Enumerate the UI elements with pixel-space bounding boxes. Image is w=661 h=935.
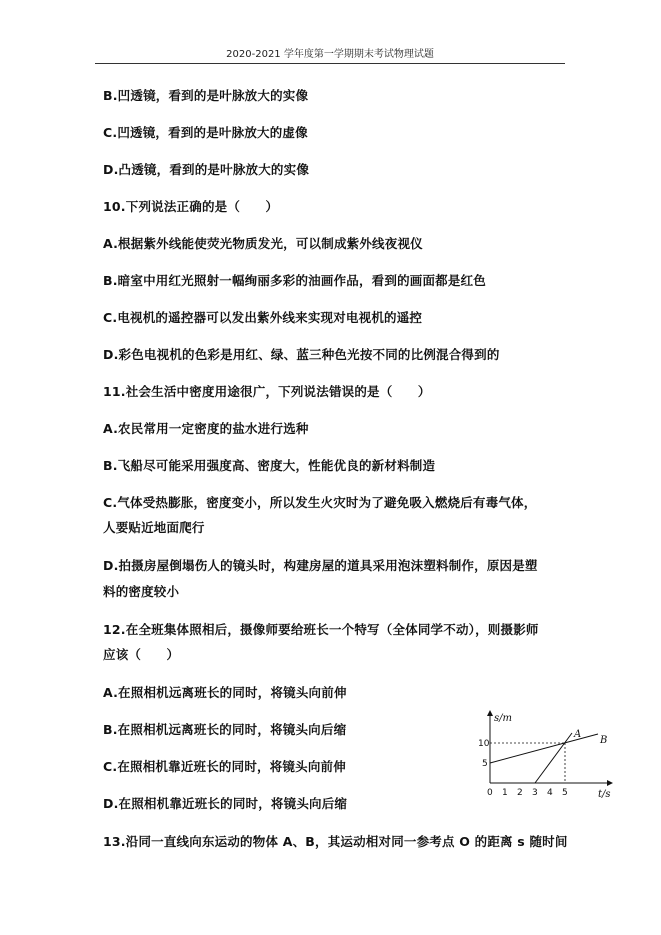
option-b-q12: B.在照相机远离班长的同时，将镜头向后缩 [103, 722, 347, 737]
option-c-q12: C.在照相机靠近班长的同时，将镜头向前伸 [103, 759, 346, 774]
line-b [490, 734, 598, 763]
option-c-q11: C.气体受热膨胀，密度变小，所以发生火灾时为了避免吸入燃烧后有毒气体， [103, 495, 537, 510]
question-12: 12.在全班集体照相后，摄像师要给班长一个特写（全体同学不动），则摄影师 [103, 622, 539, 637]
option-c-q10: C.电视机的遥控器可以发出紫外线来实现对电视机的遥控 [103, 310, 423, 325]
y-axis-label: s/m [494, 713, 512, 724]
y-tick-5: 5 [482, 759, 488, 769]
x-tick-1: 1 [502, 788, 508, 798]
option-a-q10: A.根据紫外线能使荧光物质发光，可以制成紫外线夜视仪 [103, 236, 423, 251]
option-d-q12: D.在照相机靠近班长的同时，将镜头向后缩 [103, 796, 348, 811]
option-b-q9: B.凹透镜，看到的是叶脉放大的实像 [103, 88, 309, 103]
option-a-q11: A.农民常用一定密度的盐水进行选种 [103, 421, 309, 436]
x-tick-5: 5 [562, 788, 568, 798]
label-b: B [600, 735, 608, 746]
option-d-q9: D.凸透镜，看到的是叶脉放大的实像 [103, 162, 310, 177]
x-tick-4: 4 [547, 788, 553, 798]
option-d-q11-cont: 料的密度较小 [103, 584, 180, 599]
s-t-graph [470, 705, 620, 805]
option-a-q12: A.在照相机远离班长的同时，将镜头向前伸 [103, 685, 347, 700]
line-a [535, 733, 572, 783]
option-b-q11: B.飞船尽可能采用强度高、密度大，性能优良的新材料制造 [103, 458, 436, 473]
x-tick-2: 2 [517, 788, 523, 798]
header-rule [95, 63, 565, 64]
question-12-cont: 应该（ ） [103, 647, 180, 662]
s-t-graph-svg [470, 705, 620, 805]
label-a: A [574, 729, 582, 740]
option-d-q11: D.拍摄房屋倒塌伤人的镜头时，构建房屋的道具采用泡沫塑料制作，原因是塑 [103, 558, 538, 573]
x-tick-3: 3 [532, 788, 538, 798]
page-header: 2020-2021 学年度第一学期期末考试物理试题 [226, 49, 434, 60]
x-axis-label: t/s [598, 789, 611, 800]
question-11: 11.社会生活中密度用途很广，下列说法错误的是（ ） [103, 384, 431, 399]
question-10: 10.下列说法正确的是（ ） [103, 199, 279, 214]
option-b-q10: B.暗室中用红光照射一幅绚丽多彩的油画作品，看到的画面都是红色 [103, 273, 486, 288]
option-c-q9: C.凹透镜，看到的是叶脉放大的虚像 [103, 125, 308, 140]
option-d-q10: D.彩色电视机的色彩是用红、绿、蓝三种色光按不同的比例混合得到的 [103, 347, 500, 362]
x-tick-0: 0 [487, 788, 493, 798]
question-13: 13.沿同一直线向东运动的物体 A、B，其运动相对同一参考点 O 的距离 s 随时间 [103, 834, 568, 849]
option-c-q11-cont: 人要贴近地面爬行 [103, 520, 205, 535]
y-tick-10: 10 [478, 739, 490, 749]
